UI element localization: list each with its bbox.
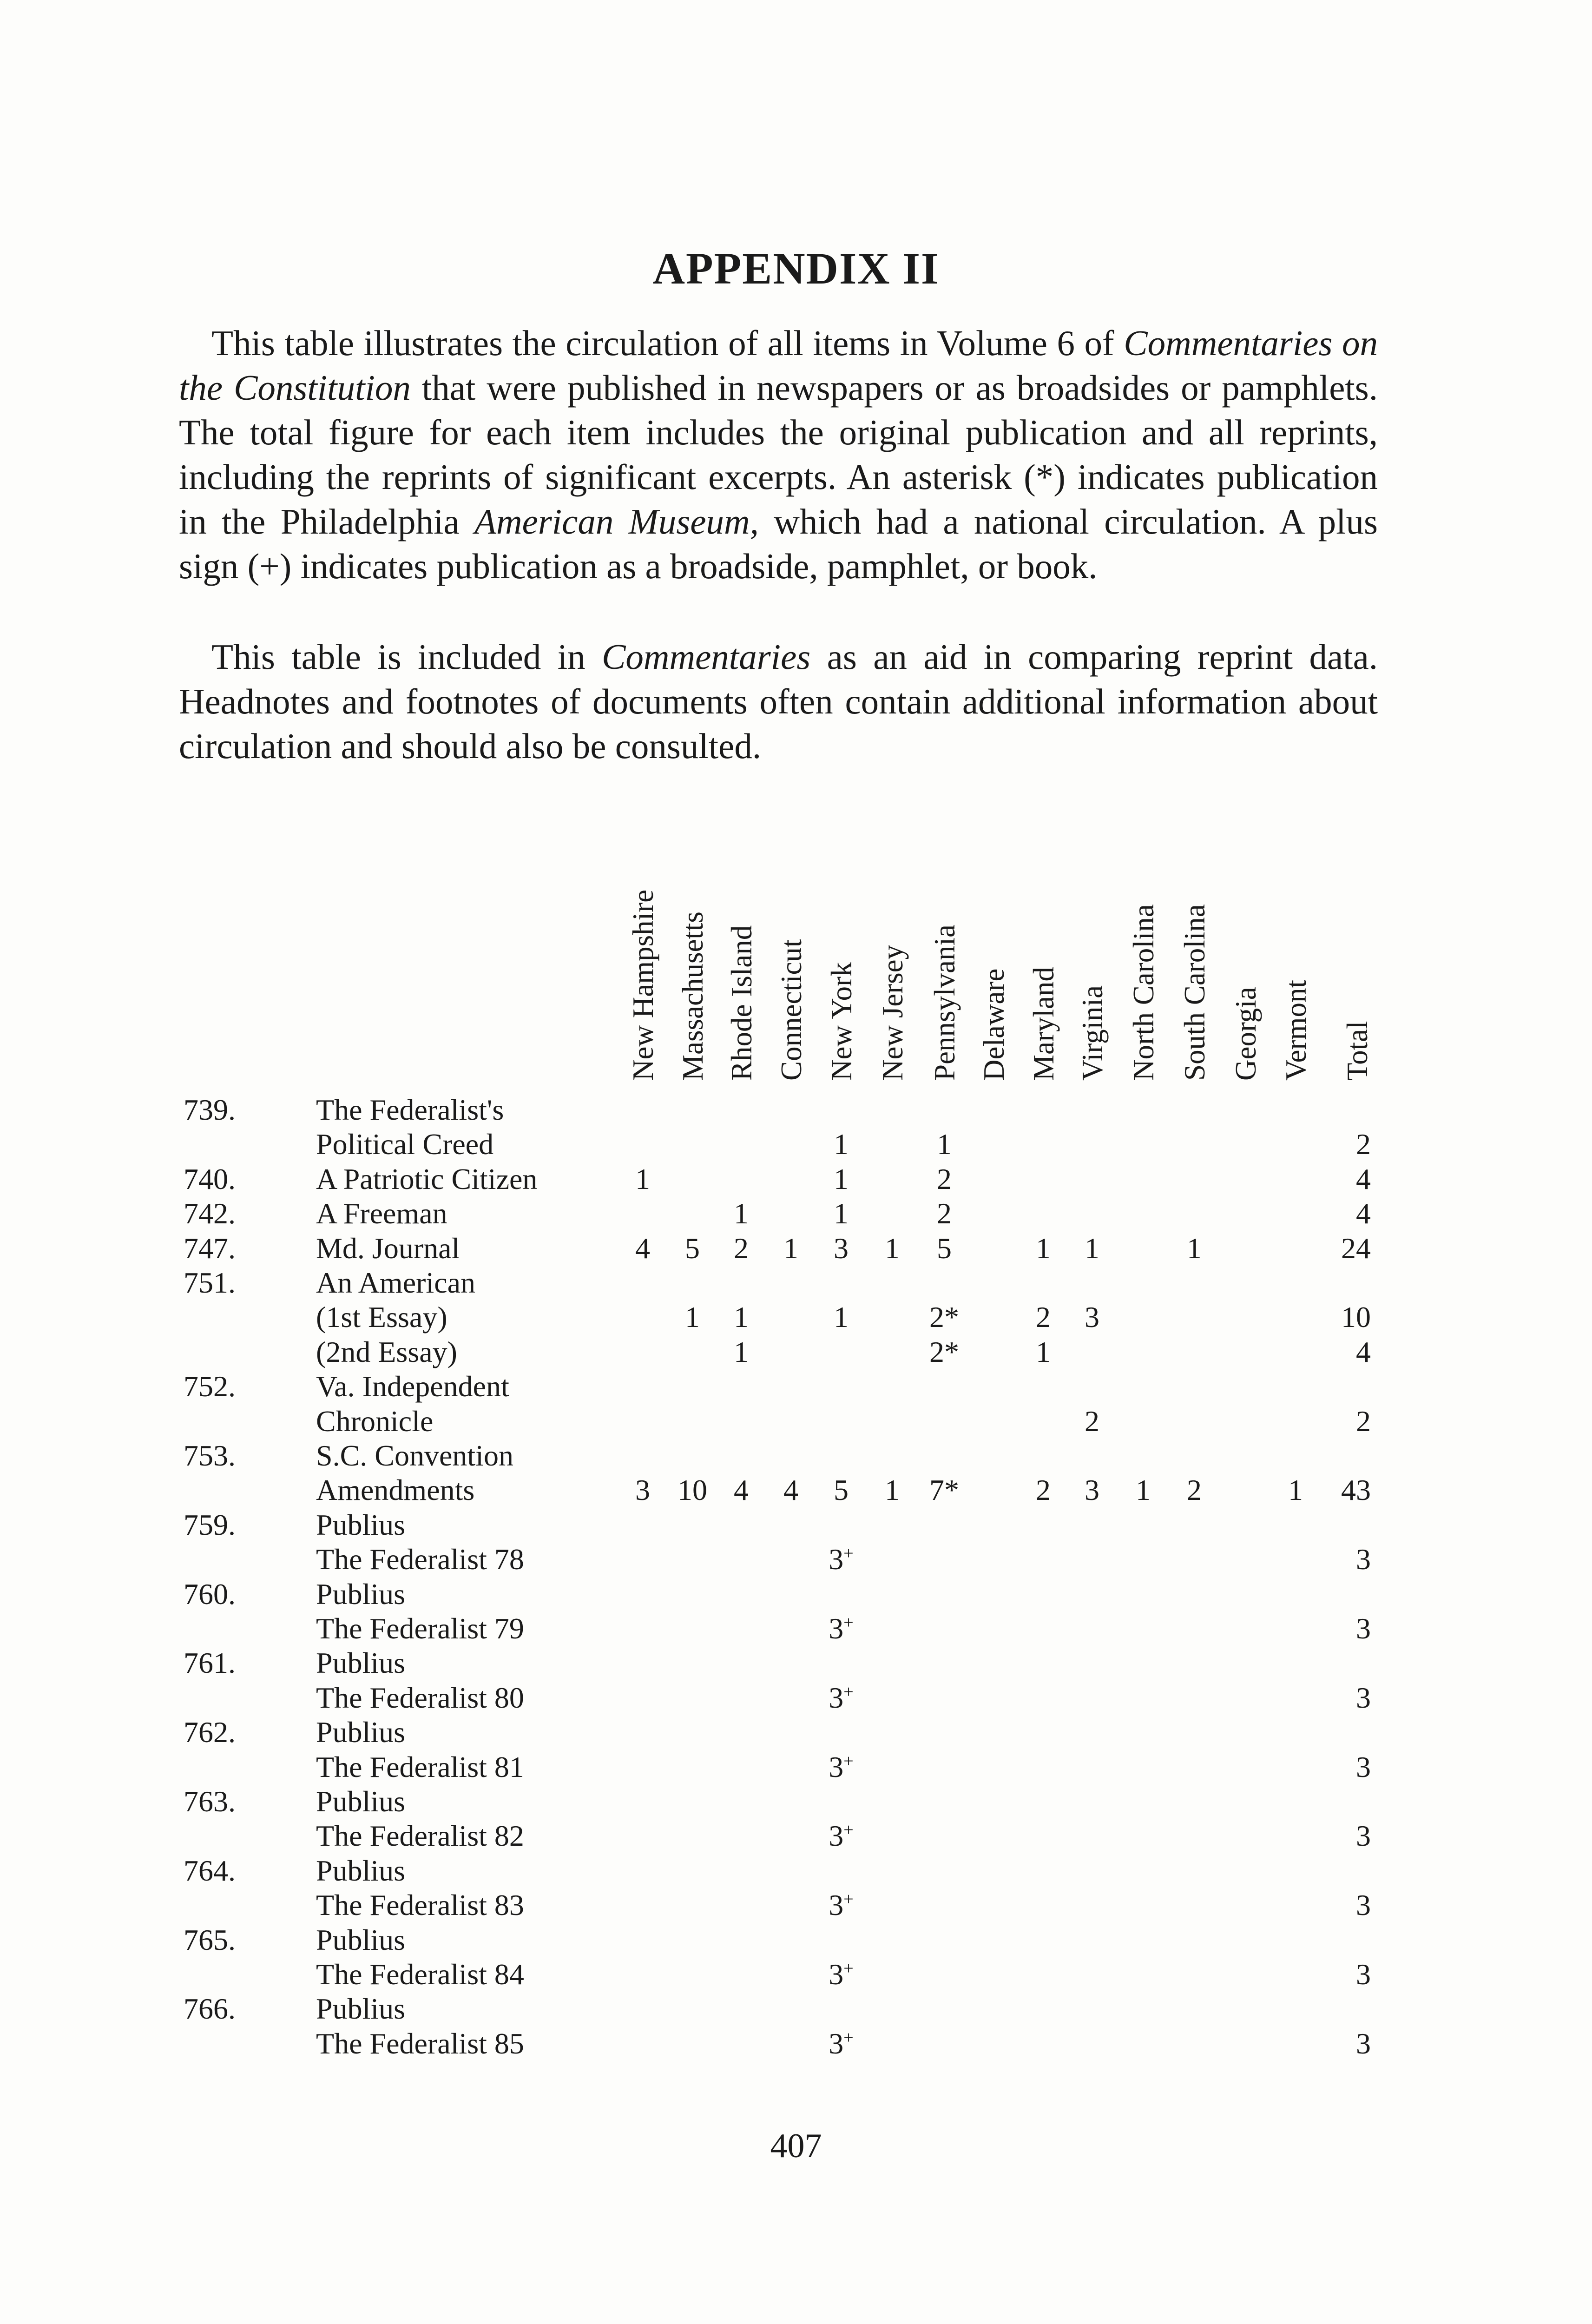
- cell-virginia: 3: [1085, 1473, 1099, 1506]
- table-row: [0, 1645, 1592, 1680]
- item-title: The Federalist 85: [316, 2027, 524, 2060]
- cell-south-carolina: 2: [1187, 1473, 1202, 1506]
- table-row: [0, 1750, 1592, 1784]
- item-number: 765.: [184, 1923, 236, 1956]
- item-title: Publius: [316, 1578, 406, 1611]
- cell-new-york: 3+: [829, 1819, 854, 1852]
- cell-total: 3: [1356, 1958, 1371, 1991]
- cell-total: 3: [1356, 2027, 1371, 2060]
- item-title: Md. Journal: [316, 1232, 460, 1265]
- cell-rhode-island: 2: [734, 1232, 749, 1265]
- cell-pennsylvania: 1: [937, 1128, 952, 1161]
- item-title: The Federalist's: [316, 1093, 504, 1126]
- item-number: 740.: [184, 1162, 236, 1195]
- cell-total: 4: [1356, 1335, 1371, 1368]
- plus-mark: +: [843, 2028, 854, 2047]
- column-header-vermont: Vermont: [1280, 980, 1312, 1081]
- table-row: [0, 1715, 1592, 1750]
- table-row: [0, 1127, 1592, 1162]
- plus-mark: +: [843, 1889, 854, 1909]
- cell-vermont: 1: [1288, 1473, 1303, 1506]
- cell-massachusetts: 10: [678, 1473, 707, 1506]
- cell-total: 10: [1341, 1301, 1371, 1334]
- cell-new-hampshire: 1: [635, 1162, 650, 1195]
- column-header-south-carolina: South Carolina: [1178, 904, 1211, 1081]
- note-text: as an aid in comparing reprint data. Headnotes and footnotes of documents often contain additional information about circulation and should also be consulted.: [179, 637, 1378, 766]
- cell-pennsylvania: 2: [937, 1162, 952, 1195]
- item-title: The Federalist 83: [316, 1888, 524, 1921]
- cell-new-york: 3+: [829, 1888, 854, 1921]
- cell-new-york: 3+: [829, 1612, 854, 1645]
- cell-pennsylvania: 2*: [929, 1301, 959, 1334]
- item-title: S.C. Convention: [316, 1439, 513, 1472]
- intro-text: This table illustrates the circulation of all items in Volume 6 of: [211, 323, 1124, 363]
- item-title: A Patriotic Citizen: [316, 1162, 538, 1195]
- cell-massachusetts: 1: [685, 1301, 700, 1334]
- item-title: Chronicle: [316, 1405, 434, 1438]
- item-title: Amendments: [316, 1473, 475, 1506]
- cell-virginia: 2: [1085, 1405, 1099, 1438]
- table-row: [0, 1818, 1592, 1853]
- table-row: [0, 1369, 1592, 1404]
- item-title: Publius: [316, 1923, 406, 1956]
- cell-connecticut: 1: [783, 1232, 798, 1265]
- column-header-rhode-island: Rhode Island: [725, 925, 758, 1081]
- cell-total: 4: [1356, 1197, 1371, 1230]
- item-number: 762.: [184, 1716, 236, 1749]
- plus-mark: +: [843, 1613, 854, 1632]
- item-title: Publius: [316, 1508, 406, 1541]
- cell-total: 3: [1356, 1681, 1371, 1714]
- item-title: The Federalist 84: [316, 1958, 524, 1991]
- table-row: [0, 1300, 1592, 1334]
- cell-virginia: 3: [1085, 1301, 1099, 1334]
- cell-total: 3: [1356, 1888, 1371, 1921]
- plus-mark: +: [843, 1751, 854, 1771]
- table-row: [0, 2026, 1592, 2061]
- table-row: [0, 1231, 1592, 1266]
- table-row: [0, 1196, 1592, 1231]
- item-title: An American: [316, 1266, 475, 1299]
- column-header-new-hampshire: New Hampshire: [627, 889, 659, 1081]
- item-title: The Federalist 78: [316, 1543, 524, 1576]
- plus-mark: +: [843, 1820, 854, 1840]
- column-header-new-york: New York: [825, 962, 858, 1081]
- item-title: (1st Essay): [316, 1301, 447, 1334]
- table-row: [0, 1888, 1592, 1922]
- item-number: 742.: [184, 1197, 236, 1230]
- column-header-total: Total: [1341, 1021, 1374, 1081]
- column-header-maryland: Maryland: [1027, 967, 1060, 1081]
- table-row: [0, 1265, 1592, 1300]
- page-number: 407: [770, 2127, 822, 2165]
- cell-rhode-island: 4: [734, 1473, 749, 1506]
- item-title: Political Creed: [316, 1128, 494, 1161]
- plus-mark: +: [843, 1682, 854, 1702]
- cell-south-carolina: 1: [1187, 1232, 1202, 1265]
- table-row: [0, 1334, 1592, 1369]
- column-header-connecticut: Connecticut: [775, 939, 808, 1081]
- item-number: 747.: [184, 1232, 236, 1265]
- cell-new-york: 1: [834, 1197, 849, 1230]
- table-row: [0, 1162, 1592, 1196]
- table-row: [0, 1991, 1592, 2026]
- cell-maryland: 2: [1036, 1473, 1051, 1506]
- column-header-georgia: Georgia: [1230, 987, 1262, 1081]
- item-number: 759.: [184, 1508, 236, 1541]
- item-number: 764.: [184, 1854, 236, 1887]
- cell-rhode-island: 1: [734, 1197, 749, 1230]
- cell-pennsylvania: 5: [937, 1232, 952, 1265]
- item-title: Publius: [316, 1992, 406, 2025]
- table-row: [0, 1577, 1592, 1611]
- cell-total: 3: [1356, 1750, 1371, 1783]
- table-row: [0, 1542, 1592, 1577]
- column-header-massachusetts: Massachusetts: [677, 911, 709, 1081]
- column-header-north-carolina: North Carolina: [1127, 904, 1160, 1081]
- book-title: Commentaries: [602, 637, 811, 677]
- note-paragraph: [179, 634, 1378, 768]
- cell-total: 3: [1356, 1819, 1371, 1852]
- cell-new-jersey: 1: [885, 1473, 900, 1506]
- cell-north-carolina: 1: [1136, 1473, 1151, 1506]
- cell-new-york: 1: [834, 1128, 849, 1161]
- cell-new-york: 1: [834, 1162, 849, 1195]
- item-title: Publius: [316, 1646, 406, 1679]
- intro-paragraph: [179, 321, 1378, 588]
- plus-mark: +: [843, 1544, 854, 1563]
- cell-total: 3: [1356, 1612, 1371, 1645]
- item-title: The Federalist 81: [316, 1750, 524, 1783]
- item-number: 766.: [184, 1992, 236, 2025]
- item-title: Publius: [316, 1716, 406, 1749]
- magazine-title: American Museum,: [474, 502, 759, 541]
- intro-text: which had a national circulation. A plus sign (+) indicates publication as a broadside, pamphlet, or book.: [179, 502, 1378, 586]
- plus-mark: +: [843, 1959, 854, 1978]
- item-title: The Federalist 82: [316, 1819, 524, 1852]
- book-title: Commentaries on the Constitution: [179, 323, 1378, 408]
- item-title: The Federalist 80: [316, 1681, 524, 1714]
- table-row: [0, 1680, 1592, 1715]
- column-header-new-jersey: New Jersey: [876, 944, 909, 1081]
- table-row: [0, 1922, 1592, 1957]
- cell-new-york: 3+: [829, 1543, 854, 1576]
- cell-new-hampshire: 3: [635, 1473, 650, 1506]
- cell-new-york: 3+: [829, 1681, 854, 1714]
- item-title: (2nd Essay): [316, 1335, 457, 1368]
- cell-new-york: 3+: [829, 2027, 854, 2060]
- cell-new-york: 3+: [829, 1958, 854, 1991]
- cell-pennsylvania: 2: [937, 1197, 952, 1230]
- cell-rhode-island: 1: [734, 1301, 749, 1334]
- cell-pennsylvania: 7*: [929, 1473, 959, 1506]
- table-row: [0, 1507, 1592, 1542]
- item-number: 761.: [184, 1646, 236, 1679]
- column-header-virginia: Virginia: [1076, 985, 1109, 1081]
- cell-new-york: 5: [834, 1473, 849, 1506]
- cell-connecticut: 4: [783, 1473, 798, 1506]
- cell-pennsylvania: 2*: [929, 1335, 959, 1368]
- item-number: 751.: [184, 1266, 236, 1299]
- item-number: 753.: [184, 1439, 236, 1472]
- cell-new-hampshire: 4: [635, 1232, 650, 1265]
- note-text: This table is included in: [211, 637, 602, 677]
- item-number: 760.: [184, 1578, 236, 1611]
- intro-text: that were published in newspapers or as broadsides or pamphlets. The total figure for each item includes the original publication and all reprints, including the reprints of significant excerpts. An asterisk (*) indicates publication in the Philadelphia: [179, 368, 1378, 541]
- cell-total: 4: [1356, 1162, 1371, 1195]
- table-row: [0, 1784, 1592, 1819]
- table-row: [0, 1472, 1592, 1507]
- cell-new-york: 3: [834, 1232, 849, 1265]
- cell-rhode-island: 1: [734, 1335, 749, 1368]
- item-title: The Federalist 79: [316, 1612, 524, 1645]
- column-header-pennsylvania: Pennsylvania: [928, 924, 961, 1081]
- cell-total: 43: [1341, 1473, 1371, 1506]
- cell-new-york: 1: [834, 1301, 849, 1334]
- item-title: Publius: [316, 1854, 406, 1887]
- table-row: [0, 1438, 1592, 1473]
- column-header-delaware: Delaware: [978, 968, 1010, 1081]
- cell-massachusetts: 5: [685, 1232, 700, 1265]
- cell-total: 24: [1341, 1232, 1371, 1265]
- item-number: 752.: [184, 1370, 236, 1403]
- cell-total: 2: [1356, 1405, 1371, 1438]
- cell-total: 3: [1356, 1543, 1371, 1576]
- table-row: [0, 1853, 1592, 1888]
- table-row: [0, 1957, 1592, 1992]
- cell-maryland: 2: [1036, 1301, 1051, 1334]
- item-title: Va. Independent: [316, 1370, 509, 1403]
- item-number: 739.: [184, 1093, 236, 1126]
- table-row: [0, 1611, 1592, 1646]
- table-row: [0, 1404, 1592, 1439]
- page-title: APPENDIX II: [652, 244, 940, 293]
- item-title: A Freeman: [316, 1197, 447, 1230]
- item-title: Publius: [316, 1785, 406, 1818]
- cell-maryland: 1: [1036, 1232, 1051, 1265]
- cell-virginia: 1: [1085, 1232, 1099, 1265]
- item-number: 763.: [184, 1785, 236, 1818]
- cell-new-york: 3+: [829, 1750, 854, 1783]
- cell-new-jersey: 1: [885, 1232, 900, 1265]
- cell-maryland: 1: [1036, 1335, 1051, 1368]
- cell-total: 2: [1356, 1128, 1371, 1161]
- table-row: [0, 1092, 1592, 1127]
